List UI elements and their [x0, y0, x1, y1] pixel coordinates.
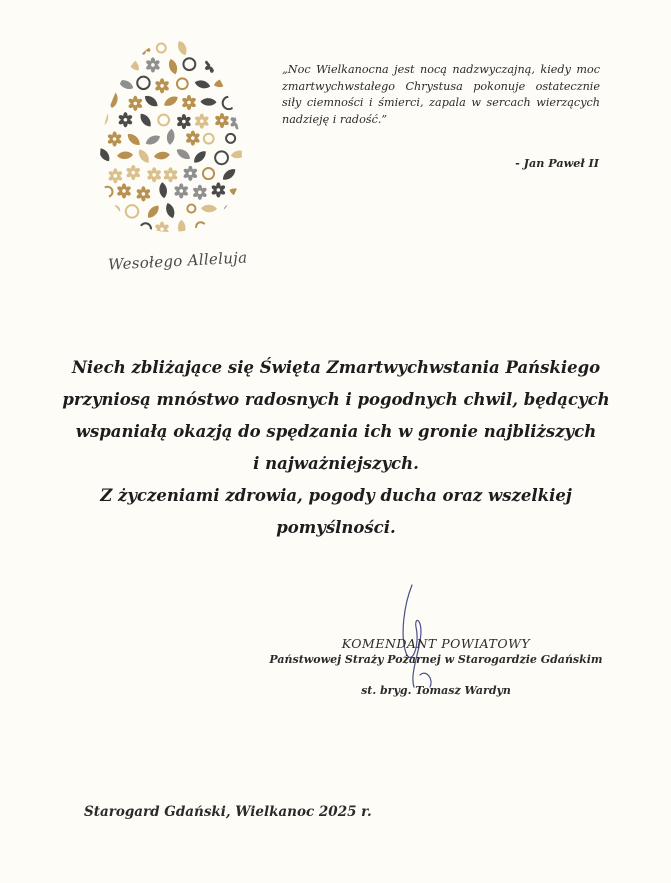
- egg-flower-motif: [136, 186, 151, 201]
- easter-greeting-caption: Wesołego Alleluja: [107, 248, 248, 274]
- place-and-date: Starogard Gdański, Wielkanoc 2025 r.: [84, 804, 372, 820]
- egg-leaf-motif: [136, 148, 151, 165]
- egg-flower-motif: [204, 58, 219, 73]
- egg-leaf-motif: [162, 94, 180, 109]
- egg-leaf-motif: [230, 149, 246, 159]
- egg-ring-motif: [137, 77, 149, 89]
- easter-greeting: [60, 352, 612, 544]
- egg-leaf-motif: [194, 79, 211, 90]
- egg-leaf-motif: [117, 78, 135, 92]
- greeting-line: i najważniejszych.: [253, 454, 419, 473]
- signature-block: [236, 636, 636, 697]
- egg-flower-motif: [107, 131, 122, 146]
- egg-ring-motif: [225, 206, 234, 215]
- egg-leaf-motif: [228, 186, 246, 198]
- signatory-name: st. bryg. Tomasz Wardyn: [361, 684, 511, 697]
- greeting-line: wspaniałą okazją do spędzania ich w gronie najbliższych: [75, 422, 597, 441]
- egg-flower-motif: [192, 185, 207, 200]
- egg-leaf-motif: [211, 41, 229, 55]
- greeting-line: Z życzeniami zdrowia, pogody ducha oraz wszelkiej: [100, 486, 572, 505]
- egg-flower-motif: [185, 130, 200, 145]
- egg-ring-motif: [110, 206, 119, 215]
- quote-author: - Jan Paweł II: [515, 156, 599, 170]
- egg-flower-motif: [230, 114, 245, 129]
- egg-leaf-motif: [125, 131, 142, 147]
- egg-leaf-motif: [240, 93, 246, 110]
- egg-flower-motif: [181, 95, 196, 110]
- egg-ring-motif: [126, 205, 139, 218]
- egg-leaf-motif: [100, 39, 113, 57]
- egg-leaf-motif: [167, 58, 179, 76]
- egg-flower-motif: [117, 222, 132, 236]
- egg-leaf-motif: [97, 146, 112, 163]
- egg-flower-motif: [194, 114, 209, 129]
- egg-ring-motif: [100, 79, 113, 92]
- egg-flower-motif: [154, 222, 169, 236]
- egg-leaf-motif: [192, 149, 209, 166]
- egg-leaf-motif: [239, 201, 246, 215]
- egg-flower-motif: [183, 166, 198, 181]
- egg-leaf-motif: [108, 92, 119, 109]
- egg-ring-motif: [187, 205, 195, 213]
- egg-flower-motif: [108, 168, 123, 183]
- egg-leaf-motif: [221, 166, 238, 182]
- egg-leaf-motif: [144, 133, 162, 147]
- egg-ring-motif: [223, 97, 235, 109]
- easter-egg-illustration: [96, 36, 246, 236]
- easter-egg-ornament: [96, 36, 246, 236]
- egg-flower-motif: [240, 130, 246, 145]
- egg-flower-motif: [214, 113, 229, 128]
- egg-leaf-motif: [117, 151, 133, 160]
- egg-flower-motif: [118, 112, 133, 127]
- egg-flower-motif: [116, 183, 131, 198]
- egg-ring-motif: [203, 168, 214, 179]
- egg-leaf-motif: [143, 93, 160, 109]
- egg-ring-motif: [242, 170, 246, 181]
- egg-flower-motif: [163, 167, 178, 182]
- quote-text: „Noc Wielkanocna jest nocą nadzwyczajną, kiedy moc zmartwychwstałego Chrystusa pokonuje ostatecznie siły ciemności i śmierci, zapala w sercach wierzących nadzieję i radość.”: [282, 63, 600, 126]
- egg-ring-motif: [217, 222, 225, 230]
- egg-flower-motif: [128, 96, 143, 111]
- egg-leaf-motif: [213, 77, 230, 89]
- egg-leaf-motif: [178, 220, 186, 236]
- egg-flower-motif: [107, 57, 122, 72]
- egg-flower-motif: [221, 60, 236, 75]
- egg-leaf-motif: [145, 203, 161, 220]
- egg-flower-motif: [231, 220, 246, 235]
- egg-leaf-motif: [125, 56, 141, 73]
- greeting-line: Niech zbliżające się Święta Zmartwychwstania Pańskiego: [71, 358, 601, 377]
- egg-ring-motif: [102, 187, 112, 197]
- egg-leaf-motif: [176, 39, 189, 57]
- egg-leaf-motif: [175, 147, 192, 162]
- egg-flower-motif: [136, 40, 151, 55]
- egg-ring-motif: [183, 58, 195, 70]
- egg-ring-motif: [140, 223, 151, 234]
- egg-leaf-motif: [99, 110, 109, 127]
- egg-flower-motif: [97, 220, 112, 235]
- egg-flower-motif: [176, 114, 191, 129]
- egg-ring-motif: [198, 42, 207, 51]
- egg-leaf-motif: [166, 128, 175, 145]
- egg-leaf-motif: [138, 111, 154, 128]
- egg-ring-motif: [215, 151, 228, 164]
- greeting-line: pomyślności.: [276, 518, 396, 537]
- egg-flower-motif: [211, 182, 226, 197]
- egg-flower-motif: [233, 40, 246, 55]
- egg-flower-motif: [146, 167, 161, 182]
- egg-flower-motif: [154, 78, 169, 93]
- egg-flower-motif: [126, 165, 141, 180]
- egg-leaf-motif: [239, 60, 246, 69]
- commander-title: KOMENDANT POWIATOWY: [341, 636, 531, 651]
- organization-name: Państwowej Straży Pożarnej w Starogardzie Gdańskim: [269, 653, 603, 666]
- egg-flower-motif: [145, 57, 160, 72]
- egg-leaf-motif: [200, 98, 216, 106]
- egg-ring-motif: [157, 44, 166, 53]
- egg-flower-motif: [117, 39, 132, 54]
- egg-leaf-motif: [153, 151, 170, 161]
- egg-leaf-motif: [231, 78, 246, 92]
- egg-ring-motif: [204, 134, 214, 144]
- egg-leaf-motif: [158, 182, 167, 199]
- egg-ring-motif: [177, 78, 188, 89]
- greeting-line: przyniosą mnóstwo radosnych i pogodnych chwil, będących: [62, 390, 610, 409]
- egg-flower-motif: [174, 183, 189, 198]
- egg-ring-motif: [158, 115, 169, 126]
- egg-ring-motif: [226, 134, 235, 143]
- egg-leaf-motif: [201, 204, 217, 212]
- egg-ring-motif: [196, 222, 205, 231]
- egg-leaf-motif: [164, 202, 176, 220]
